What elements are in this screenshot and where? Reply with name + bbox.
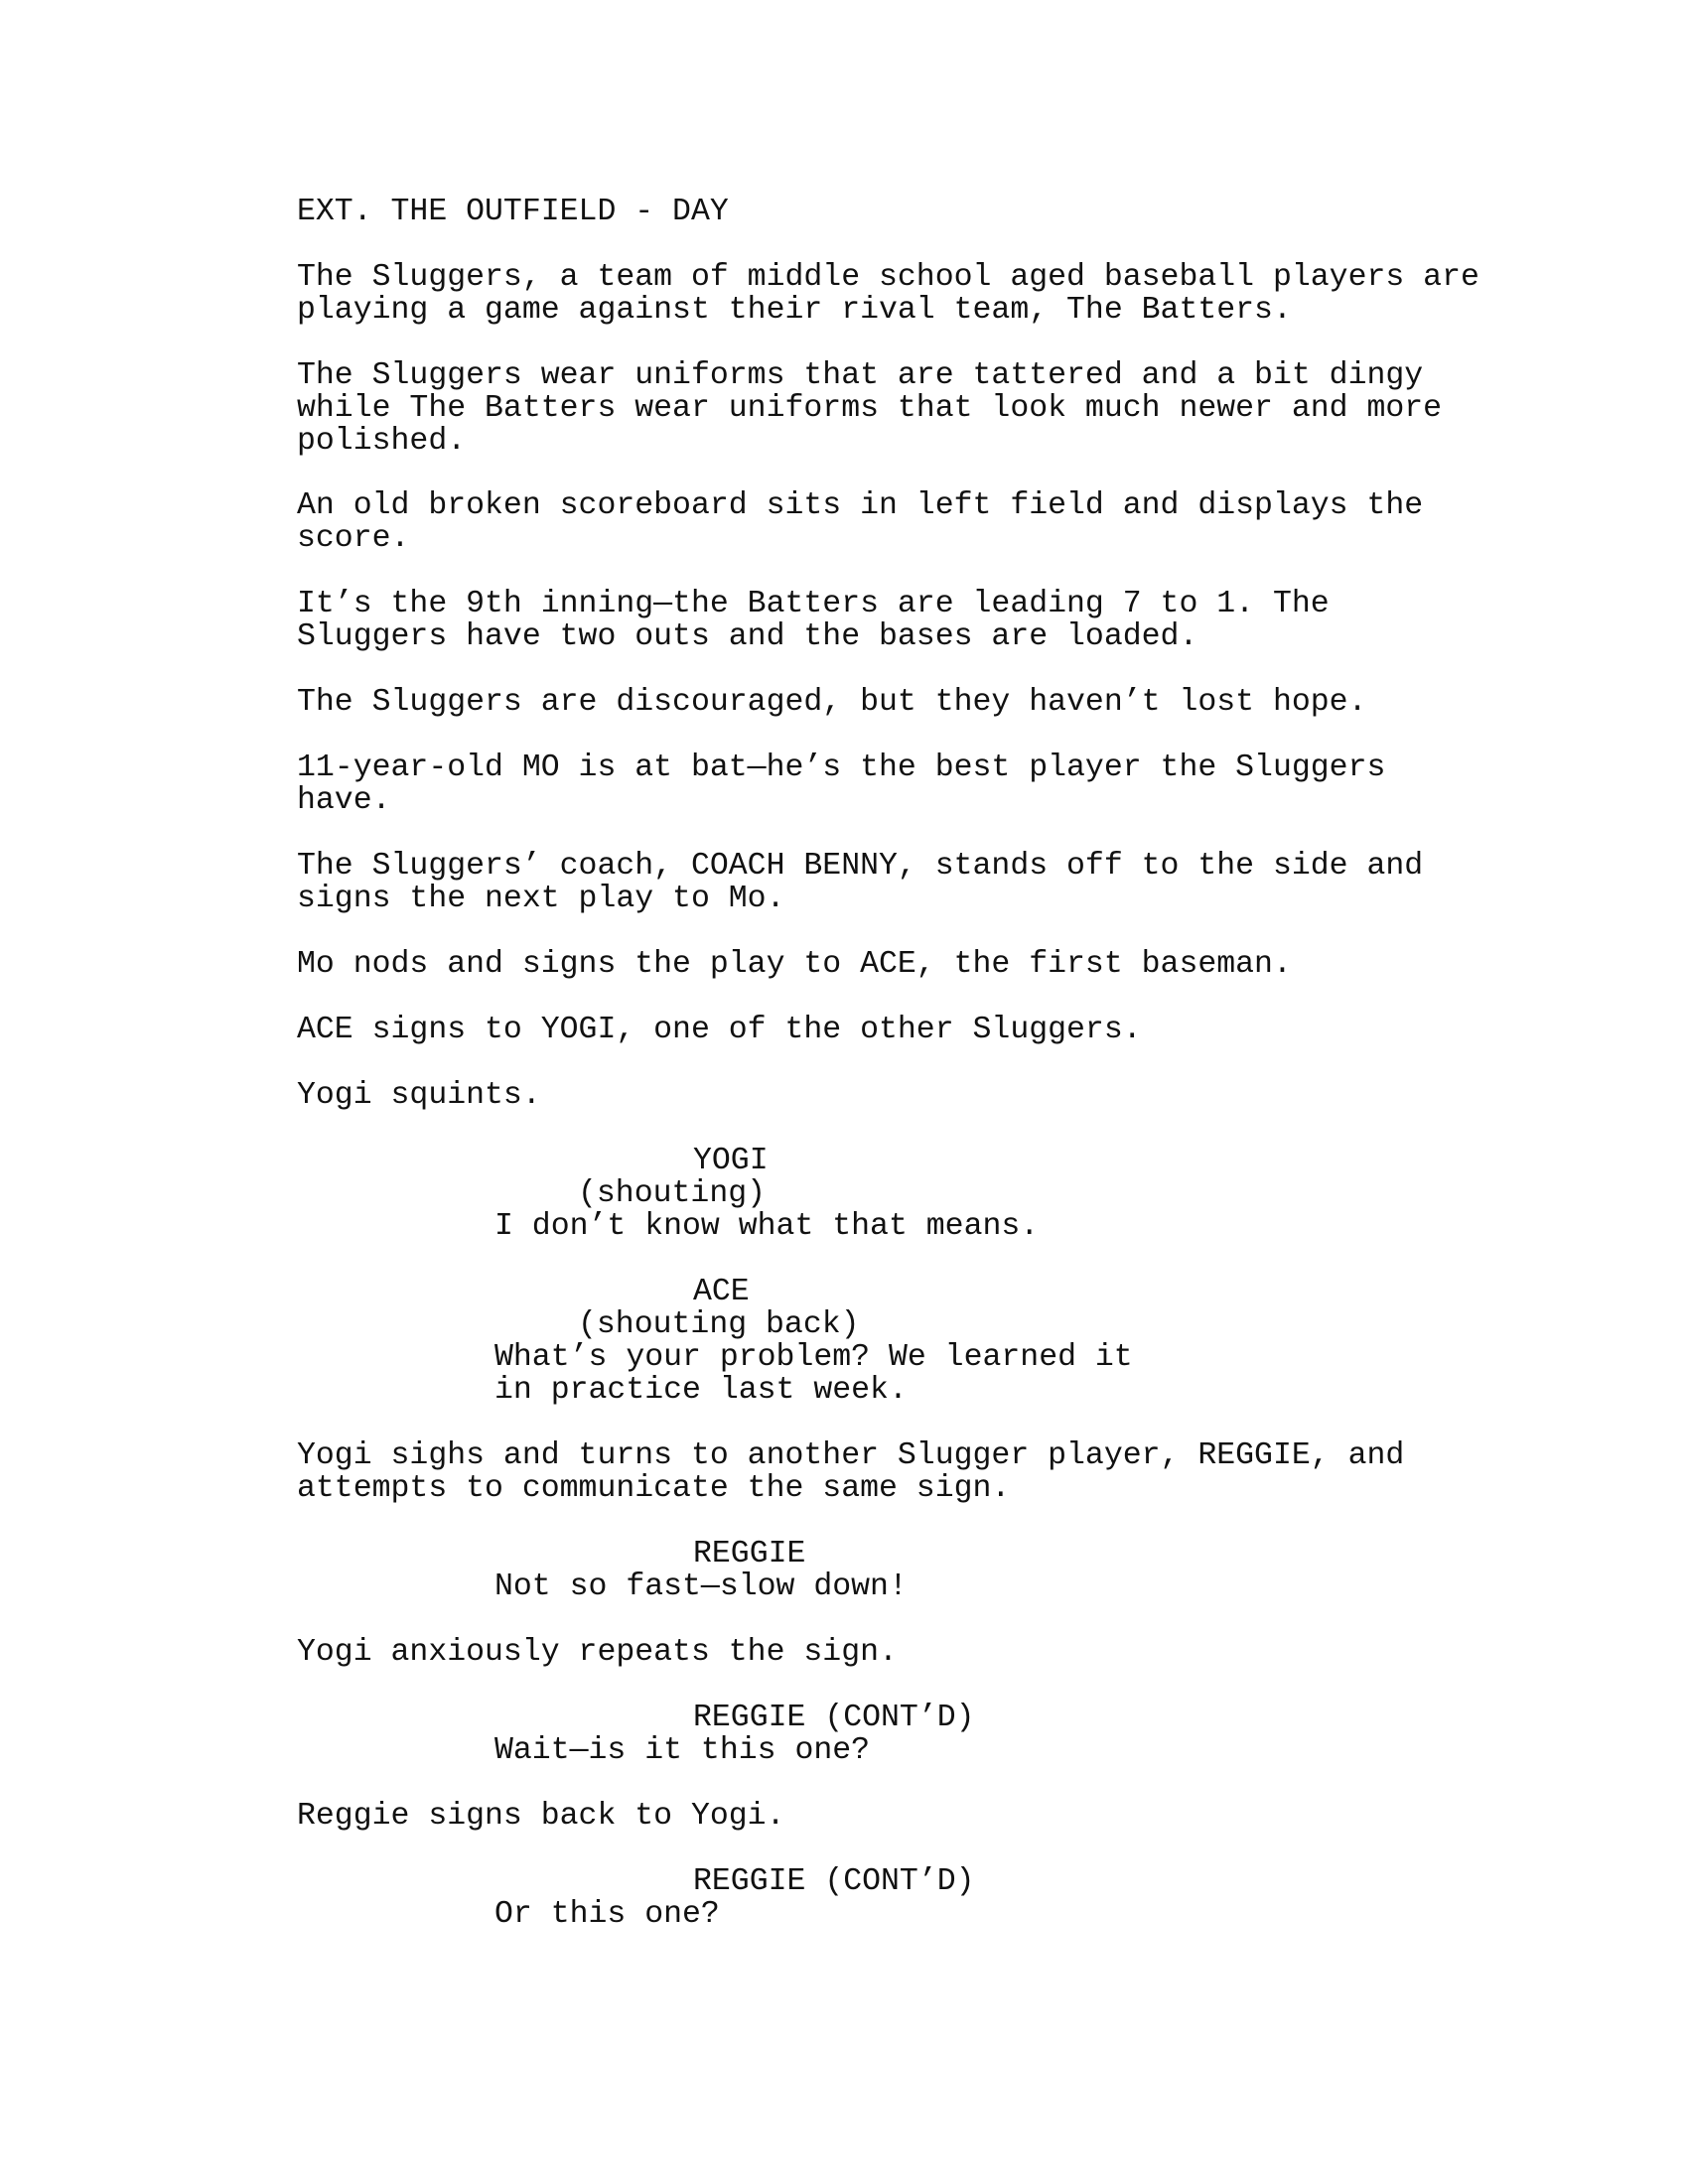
scene-heading: EXT. THE OUTFIELD - DAY xyxy=(297,195,729,229)
dialogue-line: Or this one? xyxy=(494,1897,720,1932)
action-paragraph: Mo nods and signs the play to ACE, the first baseman. xyxy=(297,947,1292,982)
dialogue-line: What’s your problem? We learned it xyxy=(494,1340,1133,1375)
action-paragraph: An old broken scoreboard sits in left field and displays the score. xyxy=(297,488,1424,556)
character-name: YOGI xyxy=(693,1144,769,1178)
parenthetical: (shouting) xyxy=(578,1176,767,1211)
action-paragraph: ACE signs to YOGI, one of the other Sluggers. xyxy=(297,1013,1142,1047)
action-paragraph: Yogi sighs and turns to another Slugger player, REGGIE, and attempts to communicate the same sign. xyxy=(297,1438,1405,1506)
action-paragraph: The Sluggers’ coach, COACH BENNY, stands off to the side and signs the next play to Mo. xyxy=(297,849,1424,916)
dialogue-line: Wait—is it this one? xyxy=(494,1733,871,1768)
action-paragraph: The Sluggers, a team of middle school aged baseball players are playing a game against their rival team, The Batters. xyxy=(297,260,1479,328)
dialogue-line: Not so fast—slow down! xyxy=(494,1570,908,1604)
action-paragraph: It’s the 9th inning—the Batters are leading 7 to 1. The Sluggers have two outs and the bases are loaded. xyxy=(297,587,1330,654)
action-paragraph: Reggie signs back to Yogi. xyxy=(297,1799,785,1834)
parenthetical: (shouting back) xyxy=(578,1307,860,1342)
action-paragraph: The Sluggers are discouraged, but they haven’t lost hope. xyxy=(297,685,1367,720)
action-paragraph: The Sluggers wear uniforms that are tattered and a bit dingy while The Batters wear uniforms that look much newer and more polished. xyxy=(297,358,1443,459)
action-paragraph: Yogi anxiously repeats the sign. xyxy=(297,1635,898,1670)
action-paragraph: 11-year-old MO is at bat—he’s the best player the Sluggers have. xyxy=(297,751,1386,818)
character-name: REGGIE (CONT’D) xyxy=(693,1864,975,1899)
character-name: REGGIE xyxy=(693,1537,806,1571)
character-name: REGGIE (CONT’D) xyxy=(693,1701,975,1735)
action-paragraph: Yogi squints. xyxy=(297,1078,541,1113)
dialogue-line: in practice last week. xyxy=(494,1373,908,1408)
dialogue-line: I don’t know what that means. xyxy=(494,1209,1040,1244)
character-name: ACE xyxy=(693,1275,750,1309)
